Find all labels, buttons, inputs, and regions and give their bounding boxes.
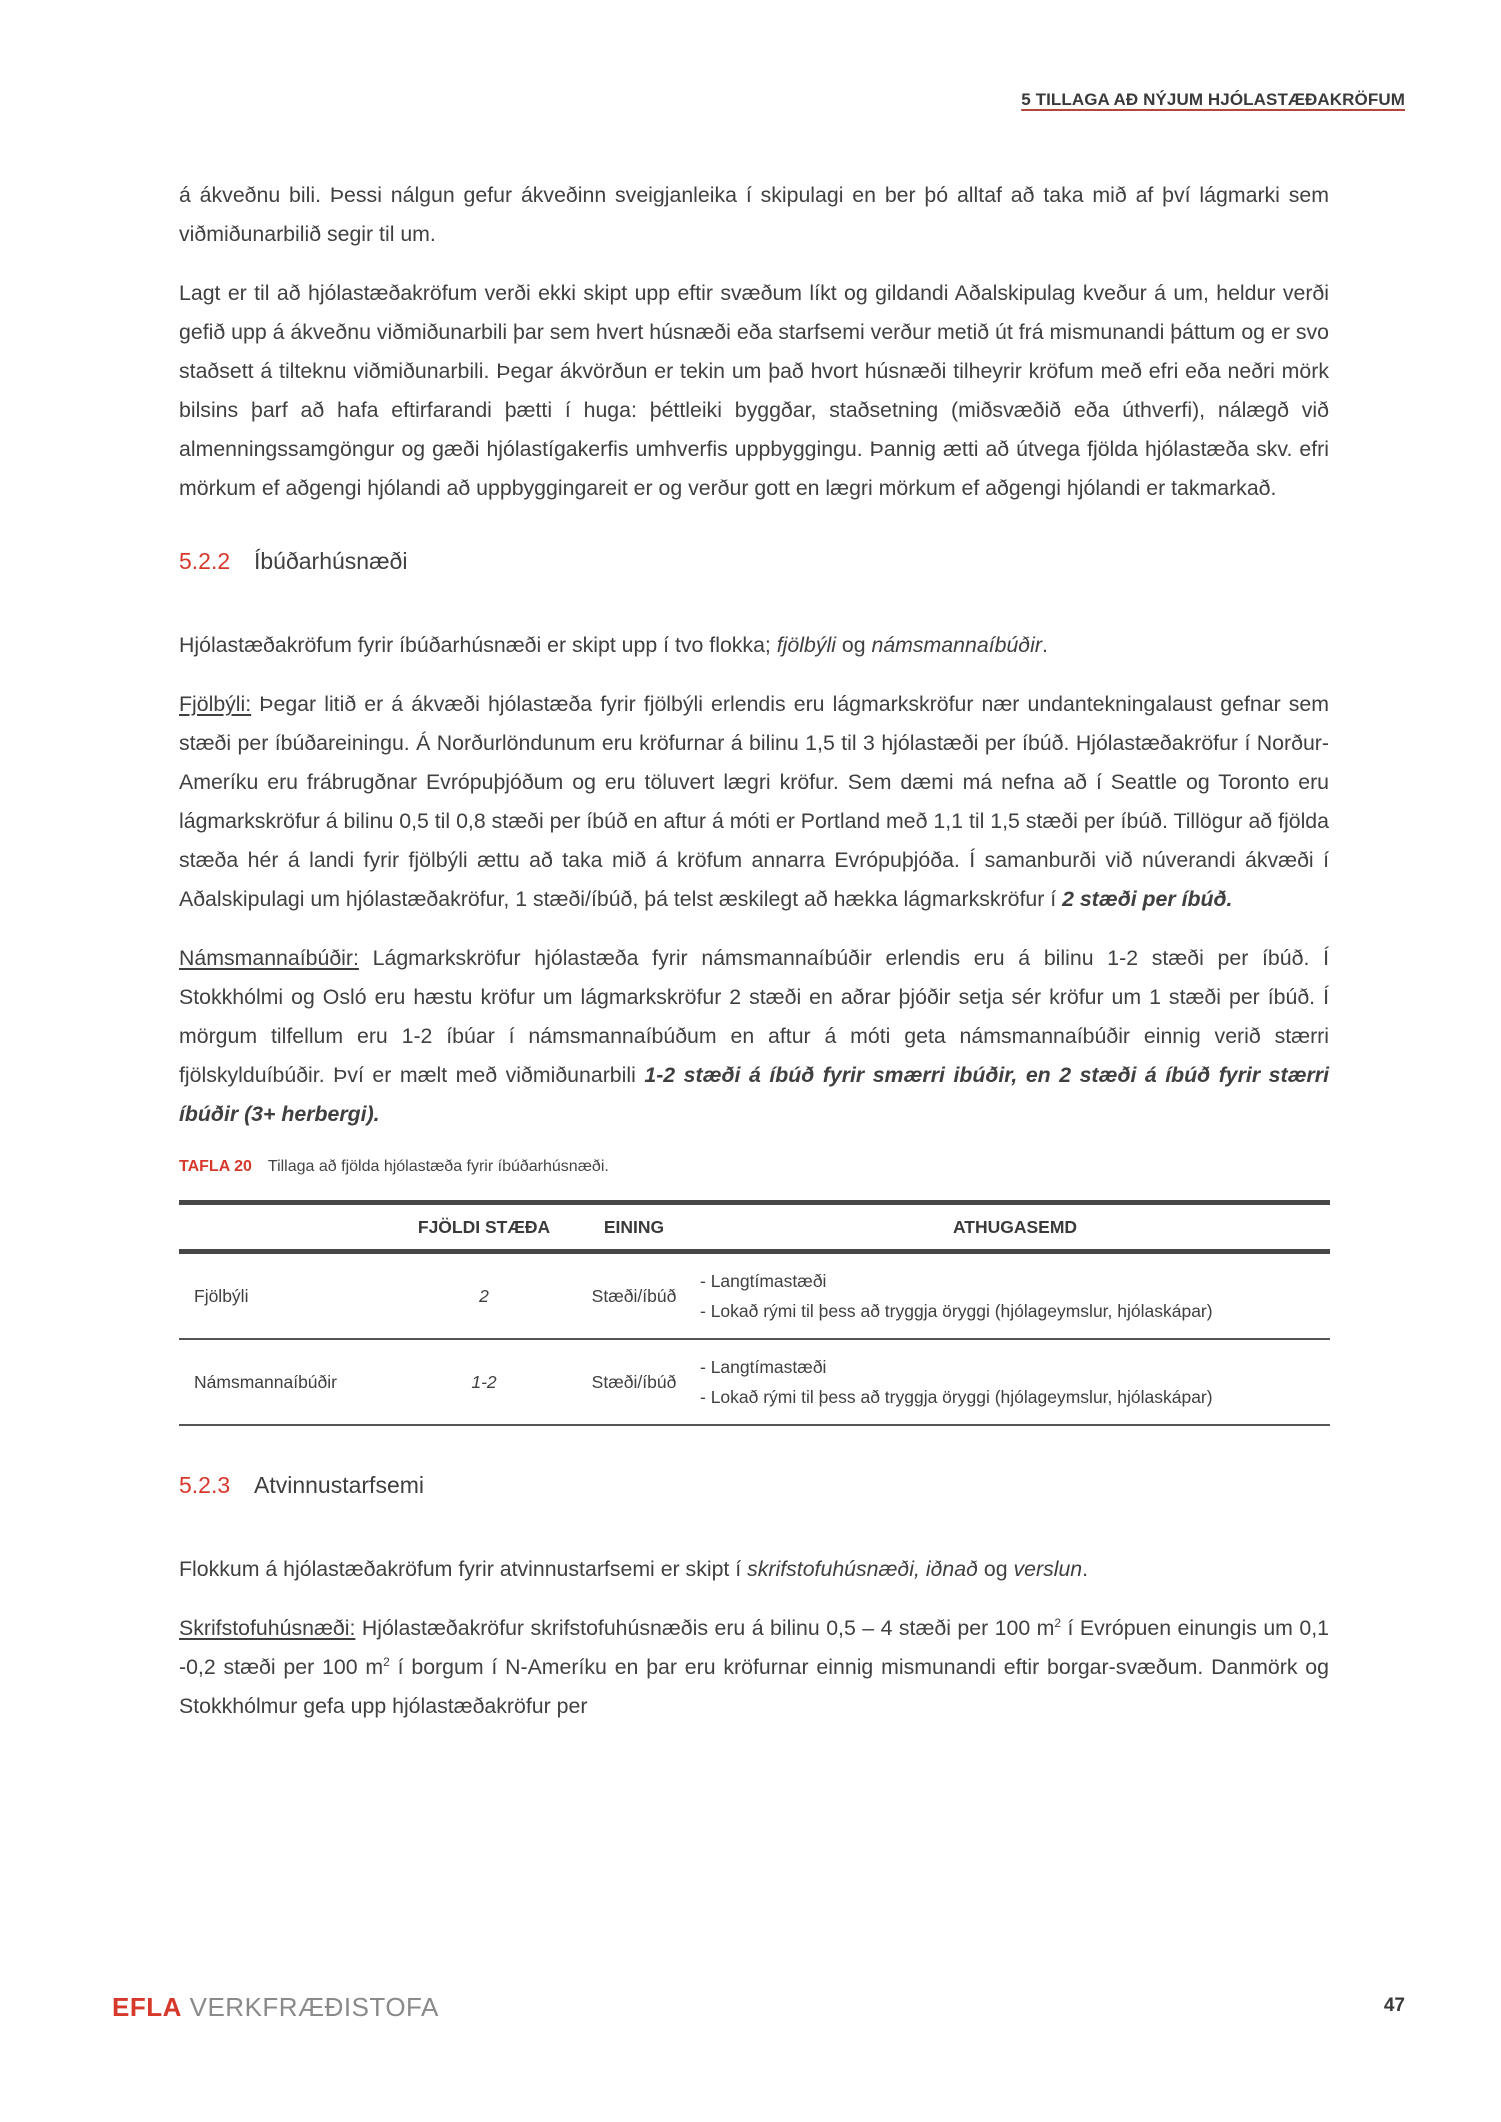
header-unit: EINING — [574, 1203, 694, 1252]
header-type — [179, 1203, 394, 1252]
nams-label: Námsmannaíbúðir: — [179, 946, 359, 970]
section-number: 5.2.2 — [179, 548, 231, 574]
efla-logo — [112, 1992, 439, 2023]
table-caption-text: Tillaga að fjölda hjólastæða fyrir íbúðarhúsnæði. — [267, 1158, 609, 1175]
text: í Evrópuen einungis um 0,1 -0,2 stæði per 100 m — [179, 1616, 1329, 1679]
table-row — [179, 1339, 1330, 1425]
paragraph-1: á ákveðnu bili. Þessi nálgun gefur ákveðinn sveigjanleika í skipulagi en ber þó alltaf að taka mið af því lágmarki sem viðmiðunarbilið segir til um. — [179, 183, 1329, 246]
recommendation: 2 stæði per íbúð. — [1062, 887, 1233, 911]
cell-unit: Stæði/íbúð — [574, 1339, 694, 1425]
paragraph-2: Lagt er til að hjólastæðakröfum verði ekki skipt upp eftir svæðum líkt og gildandi Aðalskipulag kveður á um, heldur verði gefið upp á ákveðnu viðmiðunarbili þar sem hvert húsnæði eða starfsemi verður metið út frá mismunandi þáttum og er svo staðsett á tilteknu viðmiðunarbili. Þegar ákvörðun er tekin um það hvort húsnæði tilheyrir kröfum með efri eða neðri mörk bilsins þarf að hafa eftirfarandi þætti í huga: þéttleiki byggðar, staðsetning (miðsvæðið eða úthverfi), nálægð við almenningssamgöngur og gæði hjólastígakerfis umhverfis uppbyggingu. Þannig ætti að útvega fjölda hjólastæða skv. efri mörkum ef aðgengi hjólandi að uppbyggingareit er og verður gott en lægri mörkum ef aðgengi hjólandi er takmarkað. — [179, 281, 1329, 500]
section-title: Íbúðarhúsnæði — [254, 548, 408, 574]
section-number: 5.2.3 — [179, 1472, 231, 1498]
text: Lágmarkskröfur hjólastæða fyrir námsmannaíbúðir erlendis eru á bilinu 1-2 stæði per íbúð. Í Stokkhólmi og Osló eru hæstu kröfur um lágmarkskröfur 2 stæði en aðrar þjóðir setja sér kröfur um 1 stæði per íbúð. Í mörgum tilfellum eru 1-2 íbúar í námsmannaíbúðum en aftur á móti geta námsmannaíbúðir einnig verið stærri fjölskylduíbúðir. Því er mælt með viðmiðunarbili — [179, 946, 1329, 1087]
text: Flokkum á hjólastæðakröfum fyrir atvinnustarfsemi er skipt í — [179, 1557, 748, 1581]
text: Hjólastæðakröfur skrifstofuhúsnæðis eru á bilinu 0,5 – 4 stæði per 100 m — [355, 1616, 1055, 1640]
cell-notes — [694, 1252, 1330, 1340]
emphasis: skrifstofuhúsnæði, iðnað — [747, 1557, 978, 1581]
page-number: 47 — [1383, 1995, 1405, 2016]
section-title: Atvinnustarfsemi — [254, 1472, 425, 1498]
namsmannaibudir-paragraph — [179, 939, 1329, 1134]
cell-type: Fjölbýli — [179, 1252, 394, 1340]
superscript: 2 — [1054, 1615, 1062, 1630]
page-content — [179, 176, 1329, 1746]
emphasis: fjölbýli — [776, 633, 836, 657]
skrifstofu-paragraph — [179, 1609, 1329, 1726]
superscript: 2 — [383, 1654, 390, 1669]
cell-type: Námsmannaíbúðir — [179, 1339, 394, 1425]
cell-notes — [694, 1339, 1330, 1425]
text: Hjólastæðakröfum fyrir íbúðarhúsnæði er skipt upp í tvo flokka; — [179, 633, 777, 657]
text: . — [1082, 1557, 1089, 1581]
text: og — [977, 1557, 1014, 1581]
section-heading-5-2-3 — [179, 1470, 1329, 1500]
logo-brand: EFLA — [112, 1992, 182, 2022]
cell-unit: Stæði/íbúð — [574, 1252, 694, 1340]
table-caption — [179, 1158, 1329, 1176]
table-label: TAFLA 20 — [179, 1158, 252, 1175]
cell-count: 2 — [394, 1252, 574, 1340]
header-notes: ATHUGASEMD — [694, 1203, 1330, 1252]
fjolbyli-paragraph — [179, 685, 1329, 919]
recommendation: 1-2 stæði á íbúð fyrir smærri ibúðir, en 2 stæði á íbúð fyrir stærri íbúðir (3+ herbergi). — [179, 1063, 1329, 1126]
text: . — [1041, 633, 1048, 657]
note-line: - Lokað rými til þess að tryggja öryggi (hjólageymslur, hjólaskápar) — [700, 1387, 1213, 1407]
note-line: - Lokað rými til þess að tryggja öryggi (hjólageymslur, hjólaskápar) — [700, 1301, 1213, 1321]
section-heading-5-2-2 — [179, 546, 1329, 576]
residential-intro — [179, 626, 1329, 665]
note-line: - Langtímastæði — [700, 1357, 827, 1377]
cell-count: 1-2 — [394, 1339, 574, 1425]
note-line: - Langtímastæði — [700, 1271, 827, 1291]
header-count: FJÖLDI STÆÐA — [394, 1203, 574, 1252]
table-header-row — [179, 1203, 1330, 1252]
table-row — [179, 1252, 1330, 1340]
fjolbyli-label: Fjölbýli: — [179, 692, 252, 716]
text: og — [835, 633, 872, 657]
text: Þegar litið er á ákvæði hjólastæða fyrir fjölbýli erlendis eru lágmarkskröfur nær undantekningalaust gefnar sem stæði per íbúðareiningu. Á Norðurlöndunum eru kröfurnar á bilinu 1,5 til 3 hjólastæði per íbúð. Hjólastæðakröfur í Norður-Ameríku eru frábrugðnar Evrópuþjóðum og eru töluvert lægri kröfur. Sem dæmi má nefna að í Seattle og Toronto eru lágmarkskröfur á bilinu 0,5 til 0,8 stæði per íbúð en aftur á móti er Portland með 1,1 til 1,5 stæði per íbúð. Tillögur að fjölda stæða hér á landi fyrir fjölbýli ættu að taka mið á kröfum annarra Evrópuþjóða. Í samanburði við núverandi ákvæði í Aðalskipulagi um hjólastæðakröfur, 1 stæði/íbúð, þá telst æskilegt að hækka lágmarkskröfur í — [179, 692, 1329, 911]
emphasis: verslun — [1013, 1557, 1083, 1581]
table-20 — [179, 1200, 1330, 1426]
skrif-label: Skrifstofuhúsnæði: — [179, 1616, 356, 1640]
commercial-intro — [179, 1550, 1329, 1589]
text: í borgum í N-Ameríku en þar eru kröfurnar einnig mismunandi eftir borgar-svæðum. Danmörk og Stokkhólmur gefa upp hjólastæðakröfur per — [179, 1655, 1329, 1718]
running-header: 5 TILLAGA AÐ NÝJUM HJÓLASTÆÐAKRÖFUM — [1021, 90, 1405, 109]
logo-subtitle: VERKFRÆÐISTOFA — [181, 1992, 439, 2022]
emphasis: námsmannaíbúðir — [871, 633, 1042, 657]
